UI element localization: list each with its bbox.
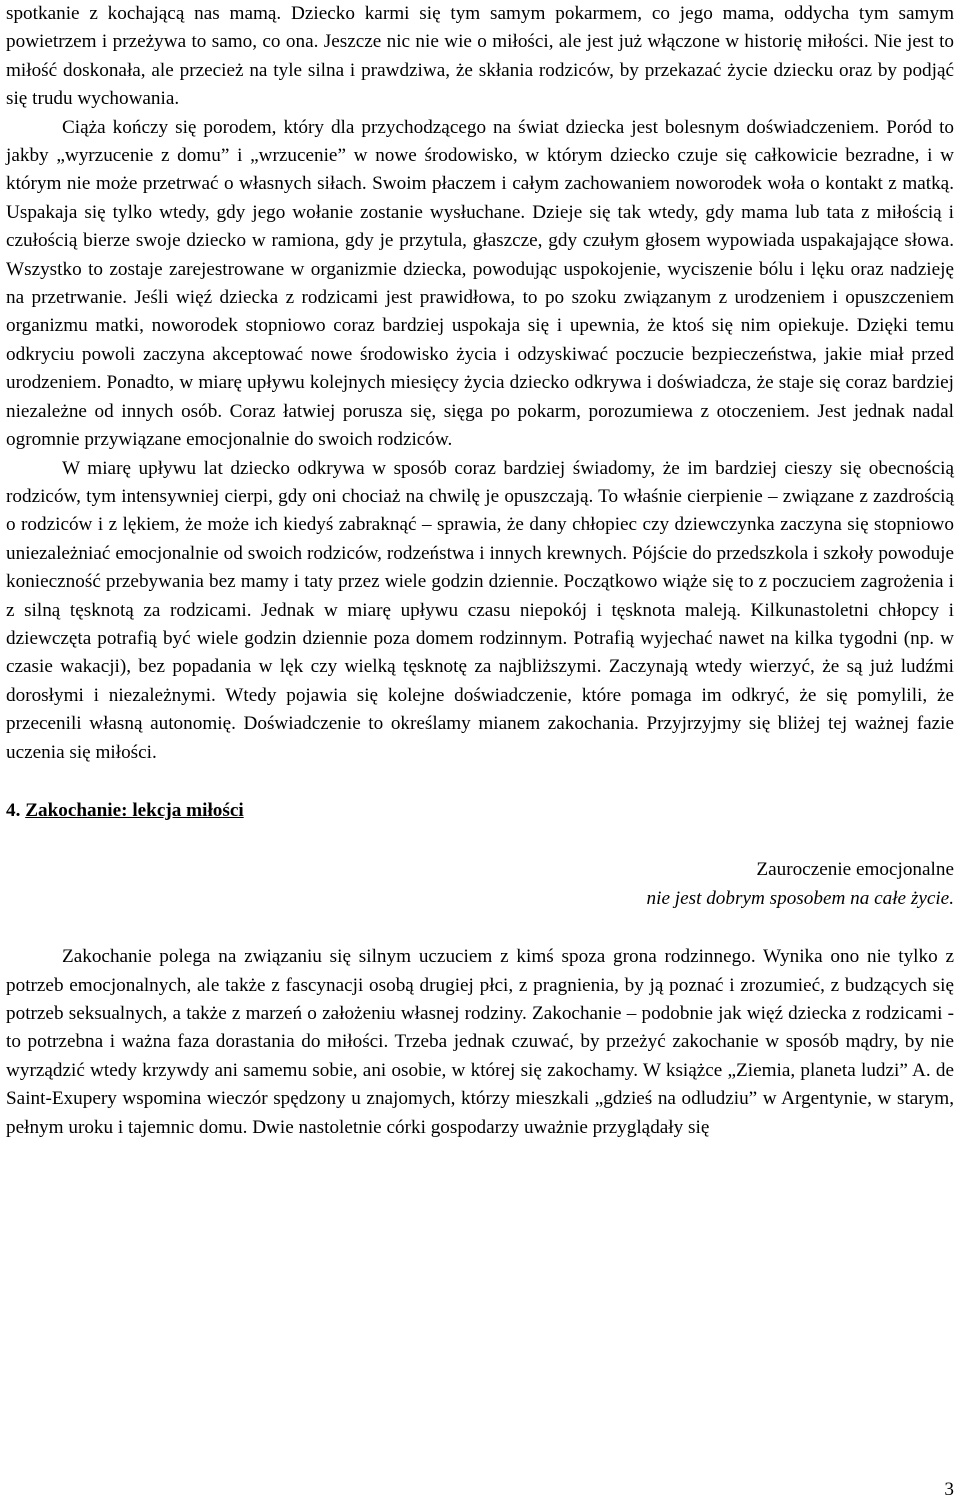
spacer <box>6 767 954 797</box>
paragraph-falling-in-love: Zakochanie polega na związaniu się silnym uczuciem z kimś spoza grona rodzinnego. Wynika ono nie tylko z potrzeb emocjonalnych, ale także z fascynacji osobą drugiej płci, z pragnienia, by ją poznać i zrozumieć, z budzących się potrzeb seksualnych, a także z marzeń o założeniu własnej rodziny. Zakochanie – podobnie jak więź dziecka z rodzicami - to potrzebna i ważna faza dorastania do miłości. Trzeba jednak czuwać, by przeżyć zakochanie w sposób mądry, by nie wyrządzić wtedy krzywdy ani samemu sobie, ani osobie, w której się zakochamy. W książce „Ziemia, planeta ludzi” A. de Saint-Exupery wspomina wieczór spędzony u znajomych, którzy mieszkali „gdzieś na odludziu” w Argentynie, w starym, pełnym uroku i tajemnic domu. Dwie nastoletnie córki gospodarzy uważnie przyglądały się <box>6 946 954 1138</box>
spacer <box>6 913 954 943</box>
paragraph-birth: Ciąża kończy się porodem, który dla przychodzącego na świat dziecka jest bolesnym doświadczeniem. Poród to jakby „wyrzucenie z domu” i „wrzucenie” w nowe środowisko, w którym dziecko czuje się całkowicie bezradne, i w którym nie może przetrwać o własnych siłach. Swoim płaczem i całym zachowaniem noworodek woła o kontakt z matką. Uspakaja się tylko wtedy, gdy jego wołanie zostanie wysłuchane. Dzieje się tak wtedy, gdy mama lub tata z miłością i czułością bierze swoje dziecko w ramiona, gdy je przytula, głaszcze, gdy czułym głosem wypowiada uspakajające słowa. Wszystko to zostaje zarejestrowane w organizmie dziecka, powodując uspokojenie, wyciszenie bólu i lęku oraz nadzieję na przetrwanie. Jeśli więź dziecka z rodzicami jest prawidłowa, to po szoku związanym z urodzeniem i opuszczeniem organizmu matki, noworodek stopniowo coraz bardziej uspokaja się i upewnia, że ktoś się nim opiekuje. Dzięki temu odkryciu powoli zaczyna akceptować nowe środowisko życia i odzyskiwać poczucie bezpieczeństwa, jakie miał przed urodzeniem. Ponadto, w miarę upływu kolejnych miesięcy życia dziecko odkrywa i doświadcza, że staje się coraz bardziej niezależne od innych osób. Coraz łatwiej porusza się, sięga po pokarm, porozumiewa z otoczeniem. Jest jednak nadal ogromnie przywiązane emocjonalnie do swoich rodziców. <box>6 116 954 451</box>
spacer <box>6 825 954 856</box>
section-title: Zakochanie: lekcja miłości <box>25 799 244 821</box>
paragraph-continuation: spotkanie z kochającą nas mamą. Dziecko karmi się tym samym pokarmem, co jego mama, oddycha tym samym powietrzem i przeżywa to samo, co ona. Jeszcze nic nie wie o miłości, ale jest już włączone w historię miłości. Nie jest to miłość doskonała, ale przecież na tyle silna i prawdziwa, że skłania rodziców, by przekazać życie dziecku oraz by podjąć się trudu wychowania. <box>6 3 954 110</box>
motto-line-2: nie jest dobrym sposobem na całe życie. <box>646 887 954 909</box>
section-number: 4. <box>6 799 21 821</box>
section-heading <box>6 797 954 825</box>
page-number: 3 <box>944 1479 954 1500</box>
paragraph-growing-up: W miarę upływu lat dziecko odkrywa w sposób coraz bardziej świadomy, że im bardziej cieszy się obecnością rodziców, tym intensywniej cierpi, gdy oni chociaż na chwilę je opuszczają. To właśnie cierpienie – związane z zazdrością o rodziców i z lękiem, że może ich kiedyś zabraknąć – sprawia, że dany chłopiec czy dziewczynka zaczyna się stopniowo uniezależniać emocjonalnie od swoich rodziców, rodzeństwa i innych krewnych. Pójście do przedszkola i szkoły powoduje konieczność przebywania bez mamy i taty przez wiele godzin dziennie. Początkowo wiąże się to z poczuciem zagrożenia i z silną tęsknotą za rodzicami. Jednak w miarę upływu czasu niepokój i tęsknota maleją. Kilkunastoletni chłopcy i dziewczęta potrafią być wiele godzin dziennie poza domem rodzinnym. Potrafią wyjechać nawet na kilka tygodni (np. w czasie wakacji), bez popadania w lęk czy wielką tęsknotę za najbliższymi. Zaczynają wtedy wierzyć, że są już ludźmi dorosłymi i niezależnymi. Wtedy pojawia się kolejne doświadczenie, które pomaga im odkryć, że się pomylili, że przecenili własną autonomię. Doświadczenie to określamy mianem zakochania. Przyjrzyjmy się bliżej tej ważnej fazie uczenia się miłości. <box>6 457 954 763</box>
document-page <box>6 0 954 1142</box>
motto-line-1: Zauroczenie emocjonalne <box>756 859 954 881</box>
